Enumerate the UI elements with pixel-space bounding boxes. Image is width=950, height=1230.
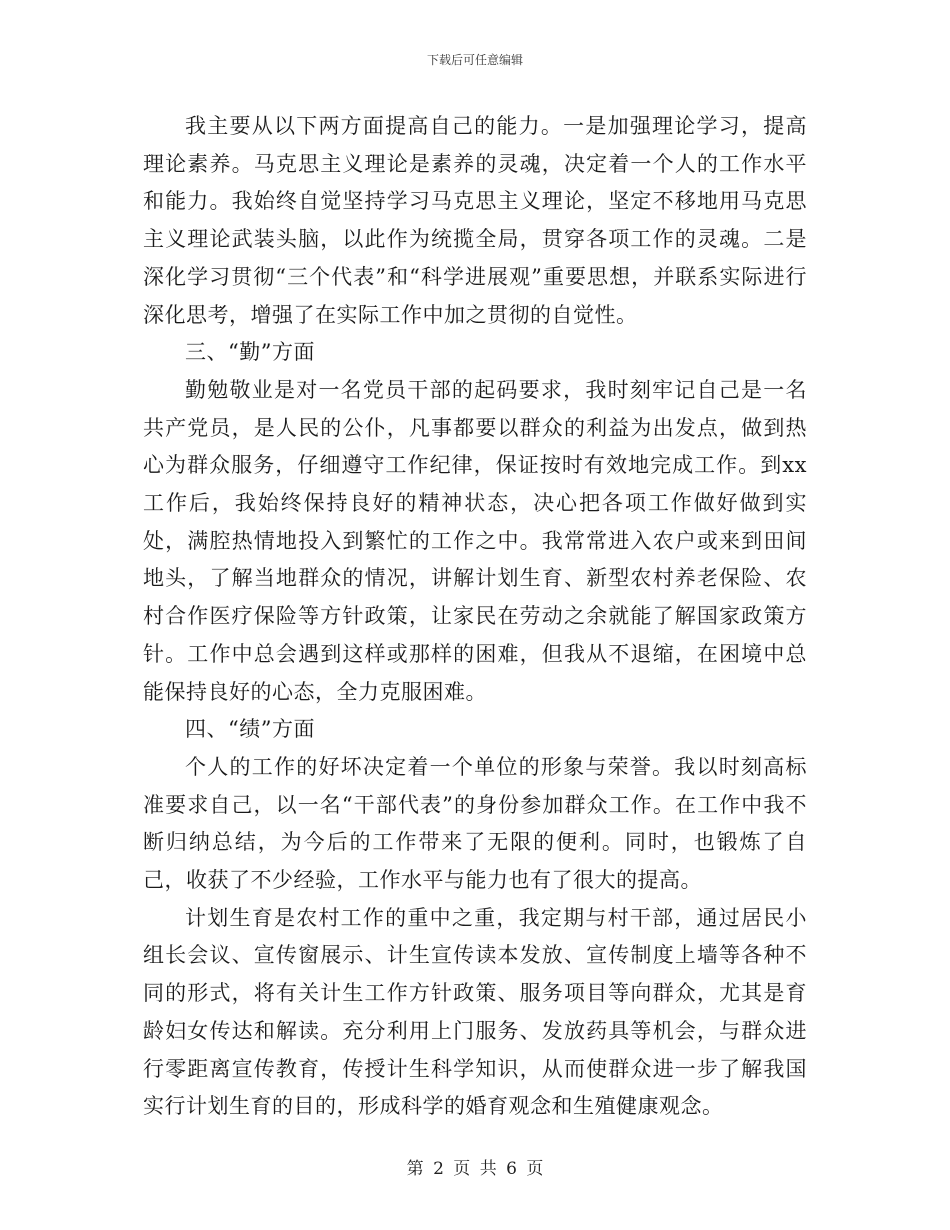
paragraph-performance: 个人的工作的好坏决定着一个单位的形象与荣誉。我以时刻高标准要求自己，以一名“干部代表”的身份参加群众工作。在工作中我不断归纳总结，为今后的工作带来了无限的便利。同时，也锻炼了自己，收获了不少经验，工作水平与能力也有了很大的提高。	[143, 754, 807, 893]
page-footer: 第 2 页 共 6 页	[406, 1159, 544, 1179]
paragraph-theory-study: 我主要从以下两方面提高自己的能力。一是加强理论学习，提高理论素养。马克思主义理论是素养的灵魂，决定着一个人的工作水平和能力。我始终自觉坚持学习马克思主义理论，坚定不移地用马克思主义理论武装头脑，以此作为统揽全局，贯穿各项工作的灵魂。二是深化学习贯彻“三个代表”和“科学进展观”重要思想，并联系实际进行深化思考，增强了在实际工作中加之贯彻的自觉性。	[143, 114, 807, 327]
document-body	[143, 108, 807, 1126]
paragraph-family-planning: 计划生育是农村工作的重中之重，我定期与村干部，通过居民小组长会议、宣传窗展示、计生宣传读本发放、宣传制度上墙等各种不同的形式，将有关计生工作方针政策、服务项目等向群众，尤其是育龄妇女传达和解读。充分利用上门服务、发放药具等机会，与群众进行零距离宣传教育，传授计生科学知识，从而使群众进一步了解我国实行计划生育的目的，形成科学的婚育观念和生殖健康观念。	[143, 905, 807, 1119]
paragraph-diligence: 勤勉敬业是对一名党员干部的起码要求，我时刻牢记自己是一名共产党员，是人民的公仆，凡事都要以群众的利益为出发点，做到热心为群众服务，仔细遵守工作纪律，保证按时有效地完成工作。到xx工作后，我始终保持良好的精神状态，决心把各项工作做好做到实处，满腔热情地投入到繁忙的工作之中。我常常进入农户或来到田间地头，了解当地群众的情况，讲解计划生育、新型农村养老保险、农村合作医疗保险等方针政策，让家民在劳动之余就能了解国家政策方针。工作中总会遇到这样或那样的困难，但我从不退缩，在困境中总能保持良好的心态，全力克服困难。	[143, 377, 807, 704]
section-heading-diligence: 三、“勤”方面	[185, 340, 315, 365]
page-header: 下载后可任意编辑	[426, 53, 523, 67]
section-heading-performance: 四、“绩”方面	[185, 717, 315, 742]
